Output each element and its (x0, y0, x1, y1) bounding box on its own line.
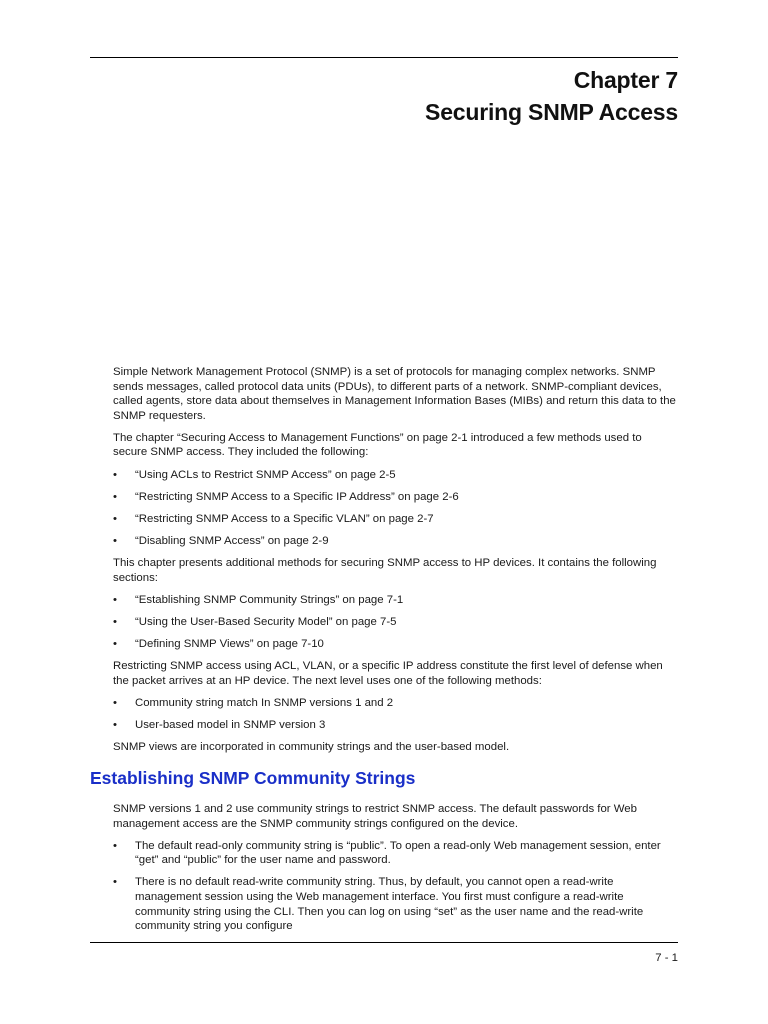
list-item-text: The default read-only community string is “public”. To open a read-only Web management session, enter “get” and “public” for the user name and password. (135, 839, 661, 867)
bullet-icon: • (113, 615, 117, 628)
list-item (113, 718, 679, 733)
section-body (113, 802, 679, 941)
sections-list (113, 593, 679, 652)
list-item-text: User-based model in SNMP version 3 (135, 718, 326, 731)
bullet-icon: • (113, 512, 117, 525)
list-item-text: “Using the User-Based Security Model” on page 7-5 (135, 615, 397, 628)
list-item-text: “Defining SNMP Views” on page 7-10 (135, 637, 324, 650)
list-item-text: There is no default read-write community string. Thus, by default, you cannot open a read-write management session using the Web management interface. You first must configure a read-write community string using the CLI. Then you can log on using “set” as the user name and the read-write community string you configure (135, 876, 644, 933)
list-item (113, 839, 679, 868)
section-paragraph: SNMP versions 1 and 2 use community strings to restrict SNMP access. The default passwords for Web management access are the SNMP community strings configured on the device. (113, 803, 637, 830)
chapter-title: Securing SNMP Access (425, 99, 678, 125)
intro-paragraph: This chapter presents additional methods for securing SNMP access to HP devices. It contains the following sections: (113, 556, 657, 584)
list-item (113, 593, 679, 608)
list-item (113, 512, 679, 527)
chapter-label: Chapter 7 (573, 67, 678, 93)
intro-paragraph: Restricting SNMP access using ACL, VLAN, or a specific IP address constitute the first level of defense when the packet arrives at an HP device. The next level uses one of the following methods: (113, 659, 663, 687)
bullet-icon: • (113, 696, 117, 709)
intro-body (113, 365, 679, 762)
header-rule (90, 57, 678, 58)
bullet-icon: • (113, 468, 117, 481)
list-item (113, 534, 679, 549)
list-item (113, 490, 679, 505)
bullet-icon: • (113, 876, 117, 889)
list-item (113, 615, 679, 630)
list-item (113, 468, 679, 483)
list-item-text: “Restricting SNMP Access to a Specific VLAN” on page 2-7 (135, 512, 434, 525)
methods-list (113, 468, 679, 549)
list-item-text: Community string match In SNMP versions 1 and 2 (135, 696, 394, 709)
list-item-text: “Establishing SNMP Community Strings” on page 7-1 (135, 593, 404, 606)
list-item-text: “Restricting SNMP Access to a Specific IP Address” on page 2-6 (135, 490, 459, 503)
bullet-icon: • (113, 490, 117, 503)
list-item (113, 875, 679, 933)
list-item-text: “Disabling SNMP Access” on page 2-9 (135, 534, 329, 547)
list-item-text: “Using ACLs to Restrict SNMP Access” on page 2-5 (135, 468, 396, 481)
bullet-icon: • (113, 534, 117, 547)
intro-paragraph: SNMP views are incorporated in community strings and the user-based model. (113, 740, 510, 753)
footer-rule (90, 942, 678, 943)
bullet-icon: • (113, 637, 117, 650)
page-number: 7 - 1 (655, 952, 678, 964)
bullet-icon: • (113, 718, 117, 731)
intro-paragraph: The chapter “Securing Access to Management Functions” on page 2-1 introduced a few methods used to secure SNMP access. They included the following: (113, 431, 642, 459)
list-item (113, 696, 679, 711)
list-item (113, 637, 679, 652)
chapter-heading (425, 64, 678, 128)
bullet-icon: • (113, 593, 117, 606)
bullet-icon: • (113, 839, 117, 852)
intro-paragraph: Simple Network Management Protocol (SNMP) is a set of protocols for managing complex networks. SNMP sends messages, called protocol data units (PDUs), to different parts of a network. SNMP-compliant devices, called agents, store data about themselves in Management Information Bases (MIBs) and return this data to the SNMP requesters. (113, 366, 676, 422)
level-methods-list (113, 696, 679, 733)
community-strings-list (113, 839, 679, 934)
section-heading: Establishing SNMP Community Strings (90, 768, 416, 788)
